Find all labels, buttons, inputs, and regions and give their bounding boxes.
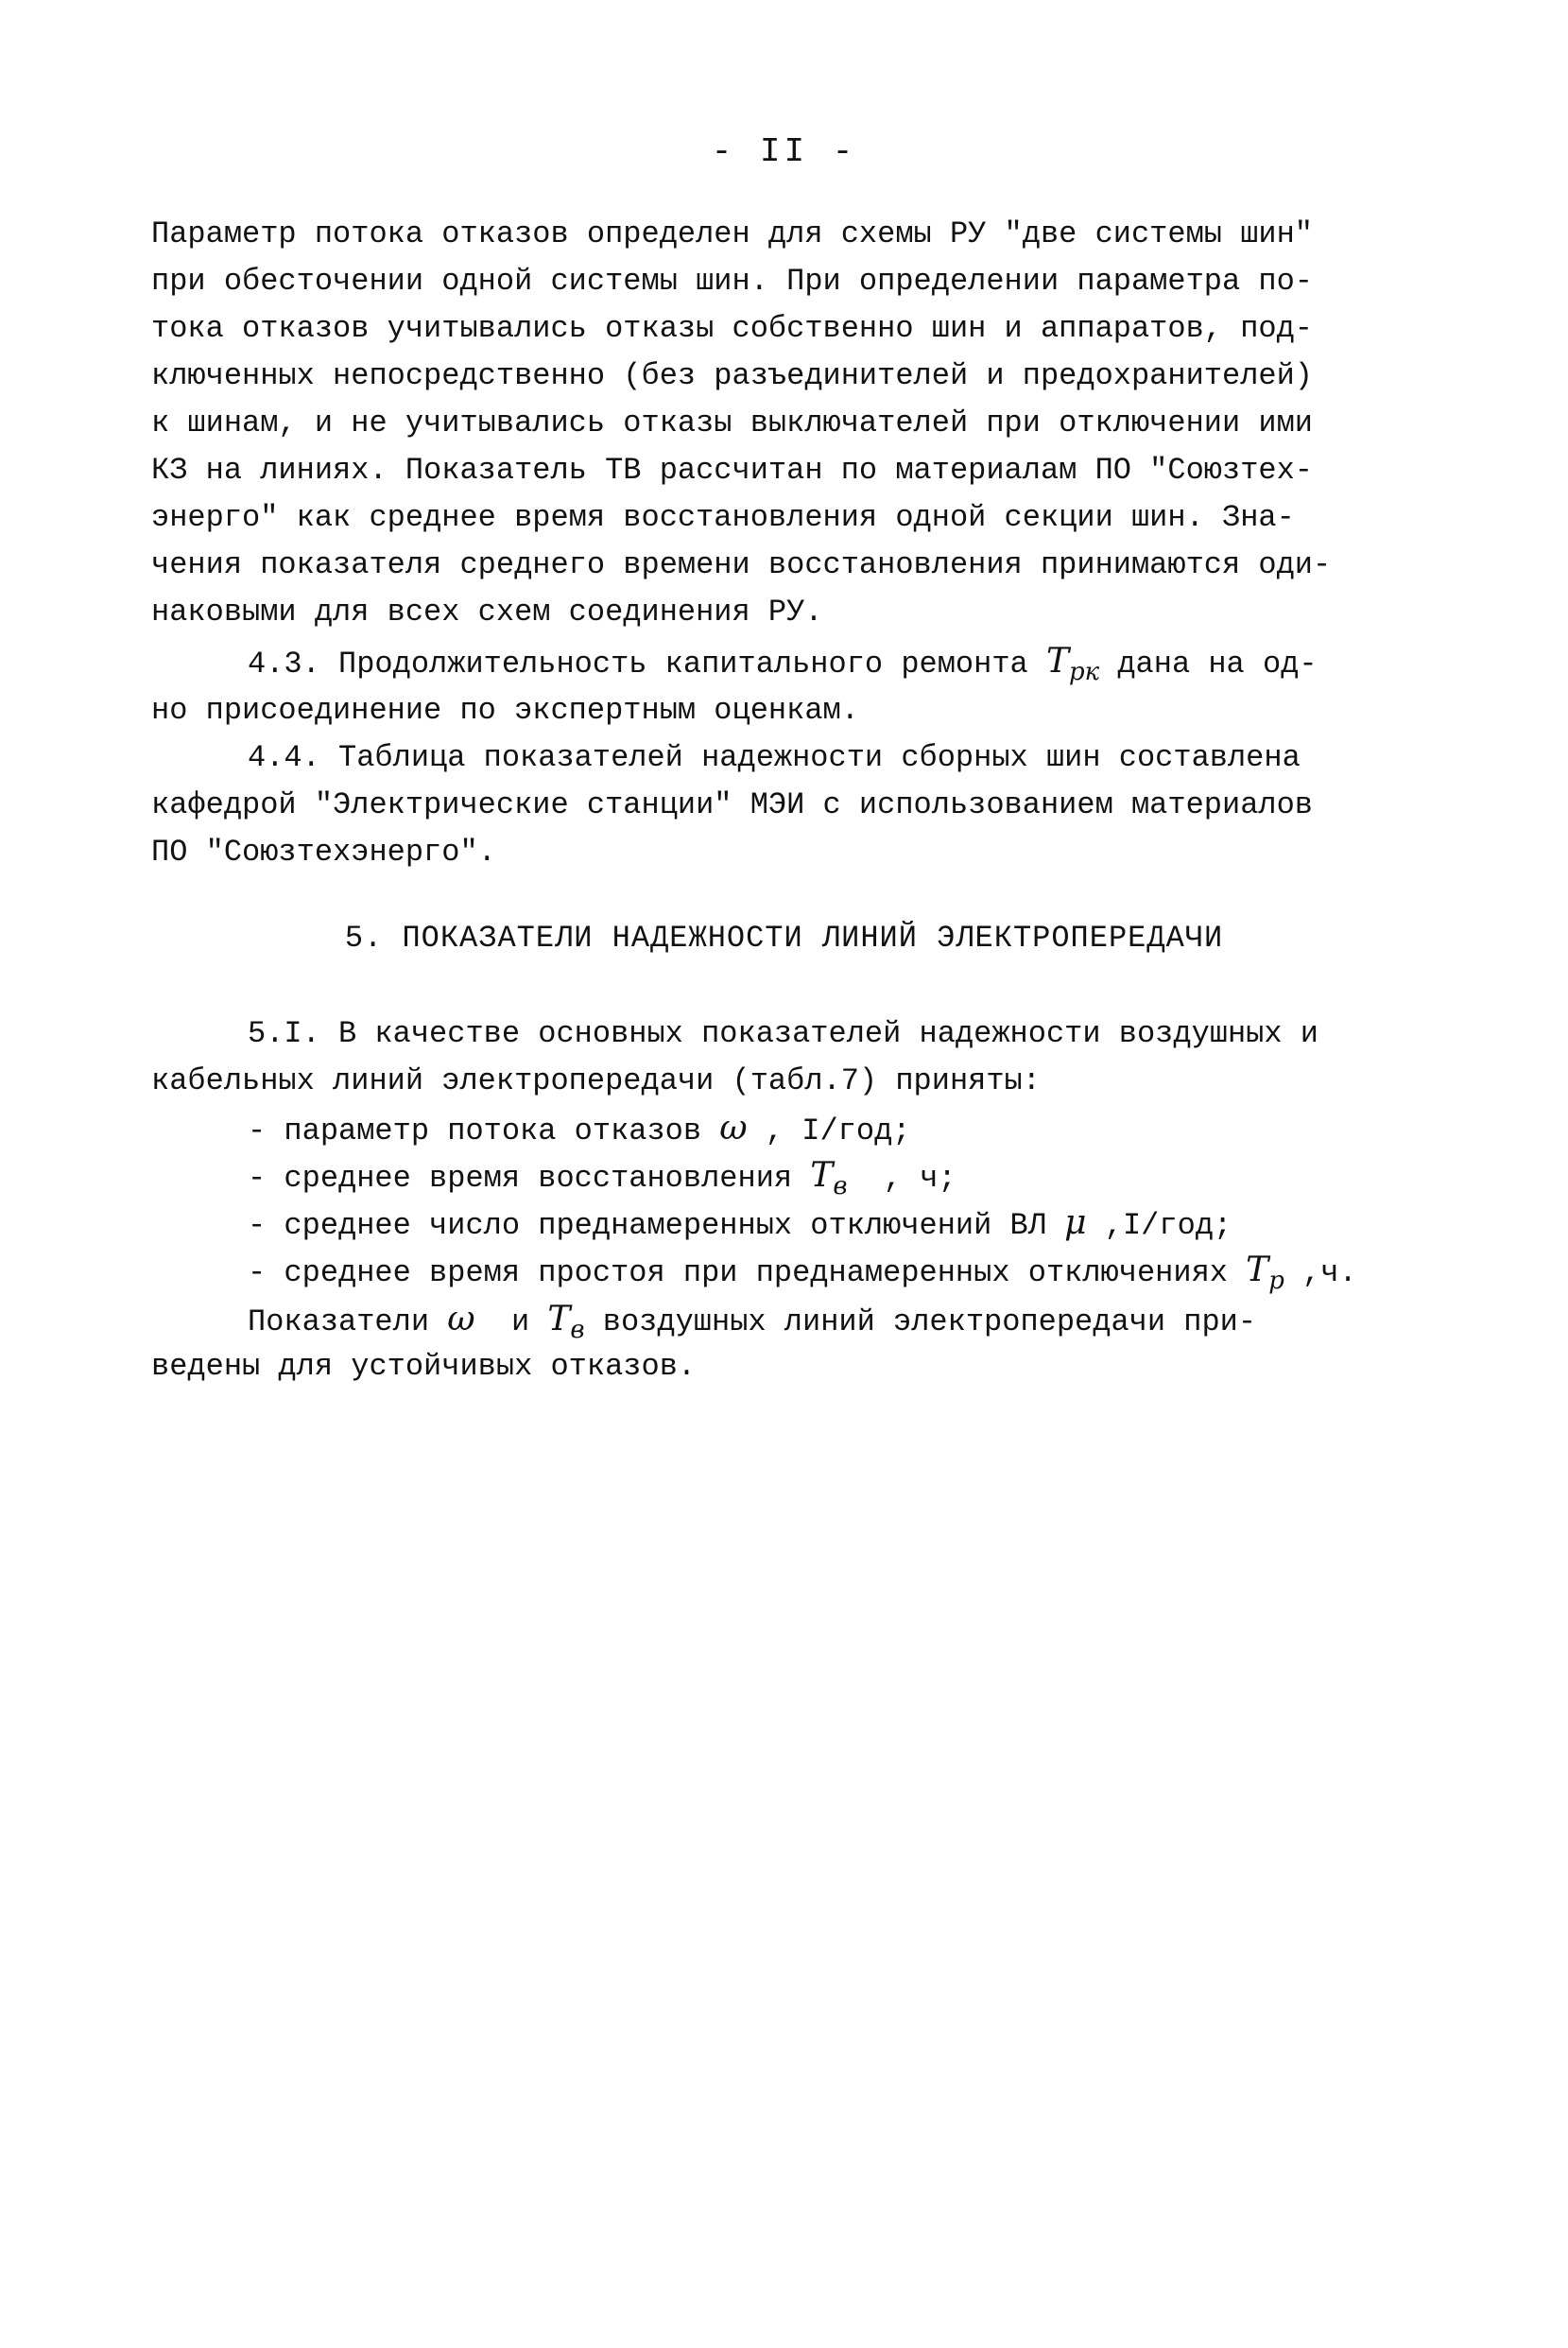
page-number: - II - <box>711 132 857 171</box>
text-fragment: Показатели <box>248 1304 448 1339</box>
list-item-tail: , I/год; <box>747 1114 911 1148</box>
list-item <box>248 1250 1357 1295</box>
symbol-T: T <box>1246 1251 1269 1289</box>
paragraph-line: ключенных непосредственно (без разъединителей и предохранителей) <box>151 358 1313 393</box>
list-item <box>248 1155 956 1200</box>
symbol-subscript: рк <box>1068 658 1100 686</box>
symbol-T: T <box>1045 642 1069 681</box>
paragraph-line: 4.4. Таблица показателей надежности сборных шин составлена <box>248 740 1301 775</box>
text-fragment: и <box>474 1304 548 1339</box>
symbol-subscript: р <box>1268 1267 1284 1295</box>
symbol-T: T <box>810 1156 834 1195</box>
paragraph-line: тока отказов учитывались отказы собственно шин и аппаратов, под- <box>151 311 1313 346</box>
paragraph-line: Параметр потока отказов определен для схемы РУ "две системы шин" <box>151 216 1313 251</box>
symbol-T: T <box>547 1300 571 1338</box>
paragraph-line: 5.I. В качестве основных показателей надежности воздушных и <box>248 1016 1318 1051</box>
symbol-mu: μ <box>1064 1203 1087 1242</box>
paragraph-line: наковыми для всех схем соединения РУ. <box>151 595 823 630</box>
paragraph-line <box>248 641 1318 686</box>
paragraph-line: к шинам, и не учитывались отказы выключателей при отключении ими <box>151 406 1313 440</box>
paragraph-line: при обесточении одной системы шин. При определении параметра по- <box>151 264 1313 299</box>
symbol-omega: ω <box>719 1109 748 1148</box>
paragraph-line: КЗ на линиях. Показатель ТВ рассчитан по материалам ПО "Союзтех- <box>151 453 1313 488</box>
list-item-text: - параметр потока отказов <box>248 1114 720 1148</box>
paragraph-line: энерго" как среднее время восстановления одной секции шин. Зна- <box>151 500 1295 535</box>
paragraph-line: чения показателя среднего времени восстановления принимаются оди- <box>151 547 1332 582</box>
text-fragment: 4.3. Продолжительность капитального ремонта <box>248 647 1046 682</box>
paragraph-line: ведены для устойчивых отказов. <box>151 1349 697 1384</box>
list-item-tail: ,ч. <box>1284 1255 1357 1290</box>
list-item-text: - среднее время восстановления <box>248 1161 811 1196</box>
text-fragment: воздушных линий электропередачи при- <box>584 1304 1257 1339</box>
list-item <box>248 1108 910 1149</box>
symbol-subscript: в <box>570 1316 585 1344</box>
symbol-subscript: в <box>833 1172 848 1200</box>
symbol-omega: ω <box>447 1300 475 1338</box>
list-item-text: - среднее время простоя при преднамеренных отключениях <box>248 1255 1247 1290</box>
list-item-text: - среднее число преднамеренных отключений ВЛ <box>248 1208 1065 1243</box>
paragraph-line: кабельных линий электропередачи (табл.7) приняты: <box>151 1063 1041 1098</box>
list-item-tail: , ч; <box>847 1161 956 1196</box>
paragraph-line: ПО "Союзтехэнерго". <box>151 835 496 870</box>
paragraph-line <box>248 1299 1257 1344</box>
section-heading: 5. ПОКАЗАТЕЛИ НАДЕЖНОСТИ ЛИНИЙ ЭЛЕКТРОПЕРЕДАЧИ <box>344 921 1224 956</box>
paragraph-line: но присоединение по экспертным оценкам. <box>151 693 859 728</box>
list-item-tail: ,I/год; <box>1086 1208 1232 1243</box>
list-item <box>248 1202 1232 1244</box>
paragraph-line: кафедрой "Электрические станции" МЭИ с использованием материалов <box>151 787 1313 822</box>
text-fragment: дана на од- <box>1099 647 1318 682</box>
